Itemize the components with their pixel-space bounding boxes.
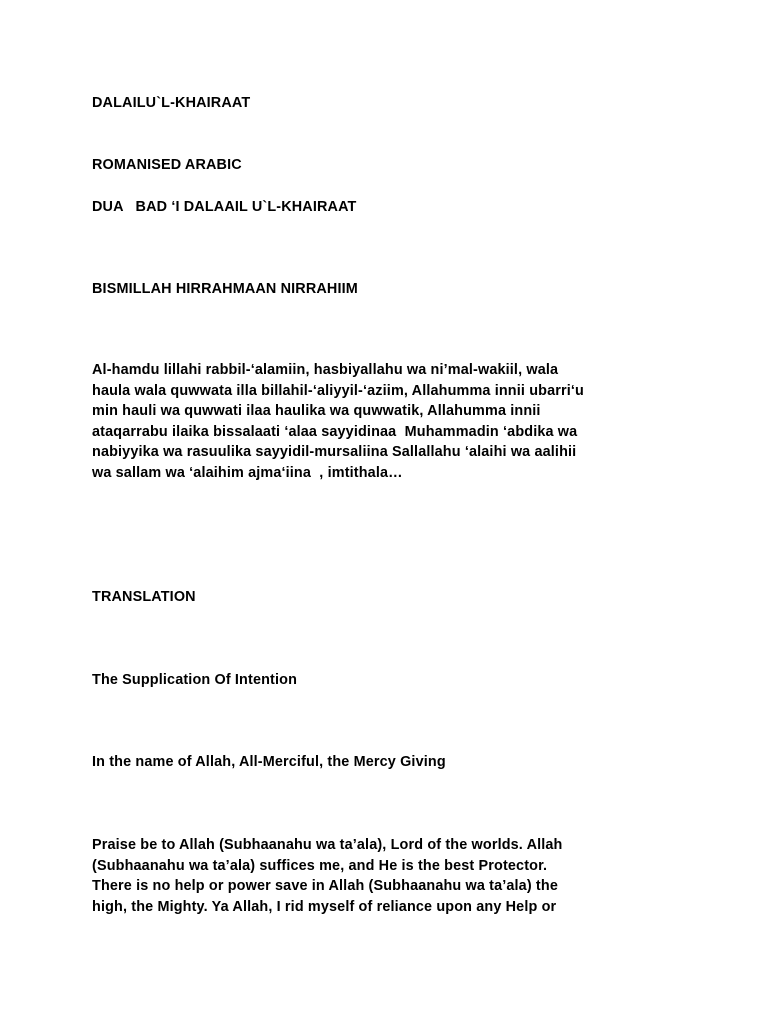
translation-paragraph bbox=[92, 835, 712, 917]
paragraph-line: There is no help or power save in Allah (Subhaanahu wa ta’ala) the bbox=[92, 878, 558, 895]
paragraph-line: nabiyyika wa rasuulika sayyidil-mursaliina Sallallahu ‘alaihi wa aalihii bbox=[92, 444, 577, 461]
paragraph-line: (Subhaanahu wa ta’ala) suffices me, and He is the best Protector. bbox=[92, 857, 548, 874]
paragraph-line: high, the Mighty. Ya Allah, I rid myself of reliance upon any Help or bbox=[92, 898, 557, 915]
supplication-heading: The Supplication Of Intention bbox=[92, 672, 298, 688]
paragraph-line: wa sallam wa ‘alaihim ajma‘iina , imtithala… bbox=[92, 464, 403, 481]
document-title: DALAILU`L-KHAIRAAT bbox=[92, 95, 251, 111]
paragraph-line: Praise be to Allah (Subhaanahu wa ta’ala), Lord of the worlds. Allah bbox=[92, 837, 563, 853]
paragraph-line: haula wala quwwata illa billahil-‘aliyyil-‘aziim, Allahumma innii ubarri‘u bbox=[92, 382, 584, 399]
romanised-arabic-paragraph bbox=[92, 360, 712, 484]
paragraph-line: ataqarrabu ilaika bissalaati ‘alaa sayyidinaa Muhammadin ‘abdika wa bbox=[92, 423, 578, 440]
name-of-allah-line: In the name of Allah, All-Merciful, the Mercy Giving bbox=[92, 754, 446, 770]
document-subtitle: ROMANISED ARABIC bbox=[92, 157, 242, 173]
paragraph-line: min hauli wa quwwati ilaa haulika wa quwwatik, Allahumma innii bbox=[92, 403, 541, 420]
dua-heading: DUA BAD ‘I DALAAIL U`L-KHAIRAAT bbox=[92, 199, 357, 215]
translation-heading: TRANSLATION bbox=[92, 589, 196, 605]
bismillah-heading: BISMILLAH HIRRAHMAAN NIRRAHIIM bbox=[92, 281, 358, 297]
paragraph-line: Al-hamdu lillahi rabbil-‘alamiin, hasbiyallahu wa ni’mal-wakiil, wala bbox=[92, 362, 559, 378]
